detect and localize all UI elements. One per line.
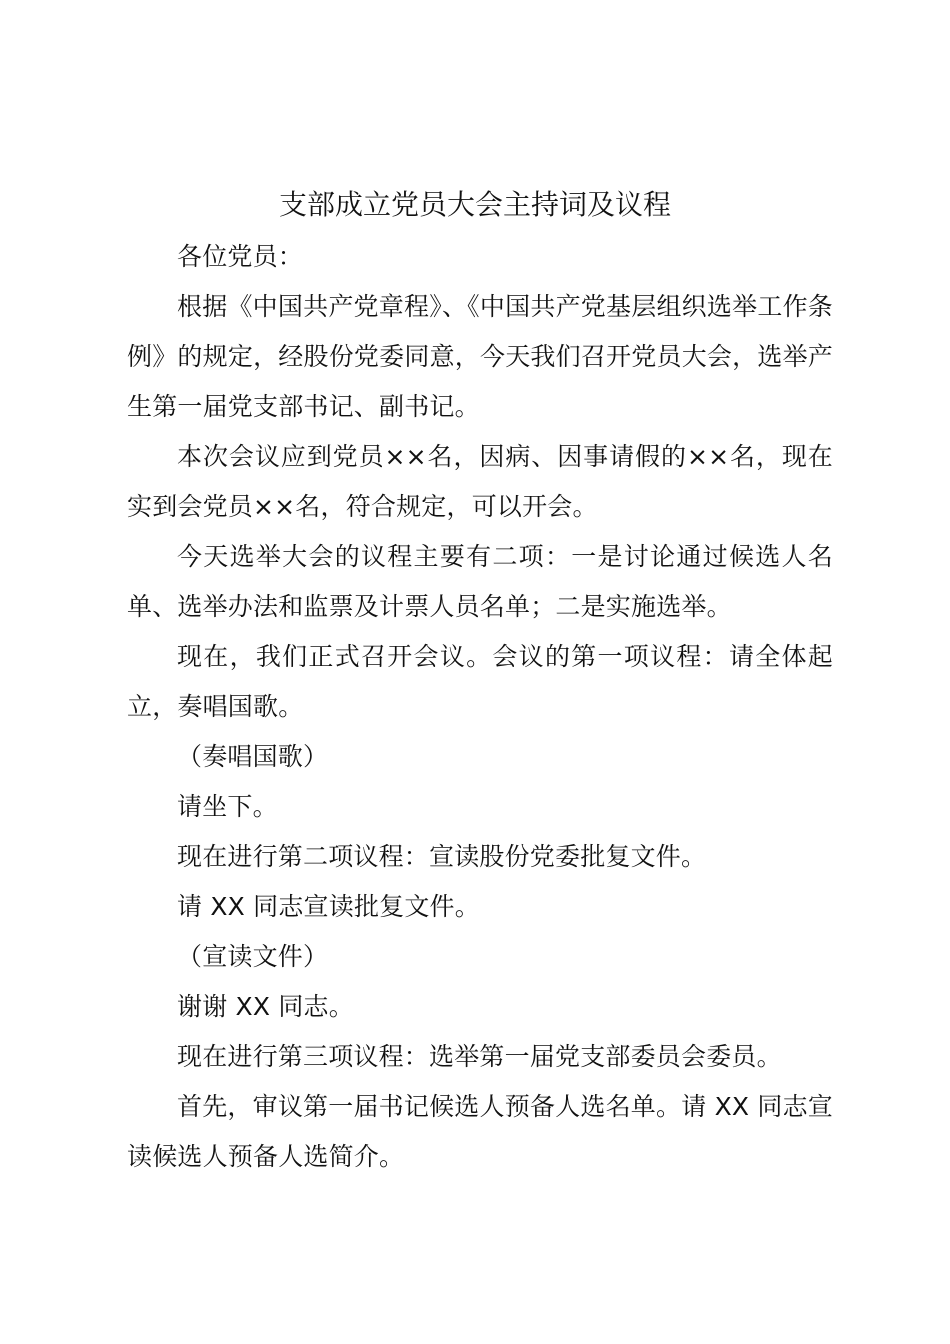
paragraph-third-item: 现在进行第三项议程：选举第一届党支部委员会委员。	[177, 1042, 782, 1071]
paragraph-sit-down: 请坐下。	[177, 792, 278, 821]
paragraph-candidate-review: 首先，审议第一届书记候选人预备人选名单。请 XX 同志宣读候选人预备人选简介。	[127, 1092, 833, 1171]
paragraph-agenda: 今天选举大会的议程主要有二项：一是讨论通过候选人名单、选举办法和监票及计票人员名单；二是实施选举。	[127, 542, 833, 621]
paragraph-read-request: 请 XX 同志宣读批复文件。	[177, 892, 480, 921]
paragraph-anthem-note: （奏唱国歌）	[177, 742, 329, 771]
paragraph-thanks: 谢谢 XX 同志。	[177, 992, 354, 1021]
document-body	[127, 232, 833, 1182]
paragraph-basis: 根据《中国共产党章程》、《中国共产党基层组织选举工作条例》的规定，经股份党委同意，今天我们召开党员大会，选举产生第一届党支部书记、副书记。	[127, 292, 833, 421]
paragraph-opening: 现在，我们正式召开会议。会议的第一项议程：请全体起立，奏唱国歌。	[127, 642, 833, 721]
paragraph-read-note: （宣读文件）	[177, 942, 329, 971]
paragraph-salutation: 各位党员：	[177, 242, 304, 271]
document-title: 支部成立党员大会主持词及议程	[278, 188, 671, 221]
paragraph-second-item: 现在进行第二项议程：宣读股份党委批复文件。	[177, 842, 707, 871]
paragraph-attendance: 本次会议应到党员××名，因病、因事请假的××名，现在实到会党员××名，符合规定，可以开会。	[127, 442, 833, 521]
